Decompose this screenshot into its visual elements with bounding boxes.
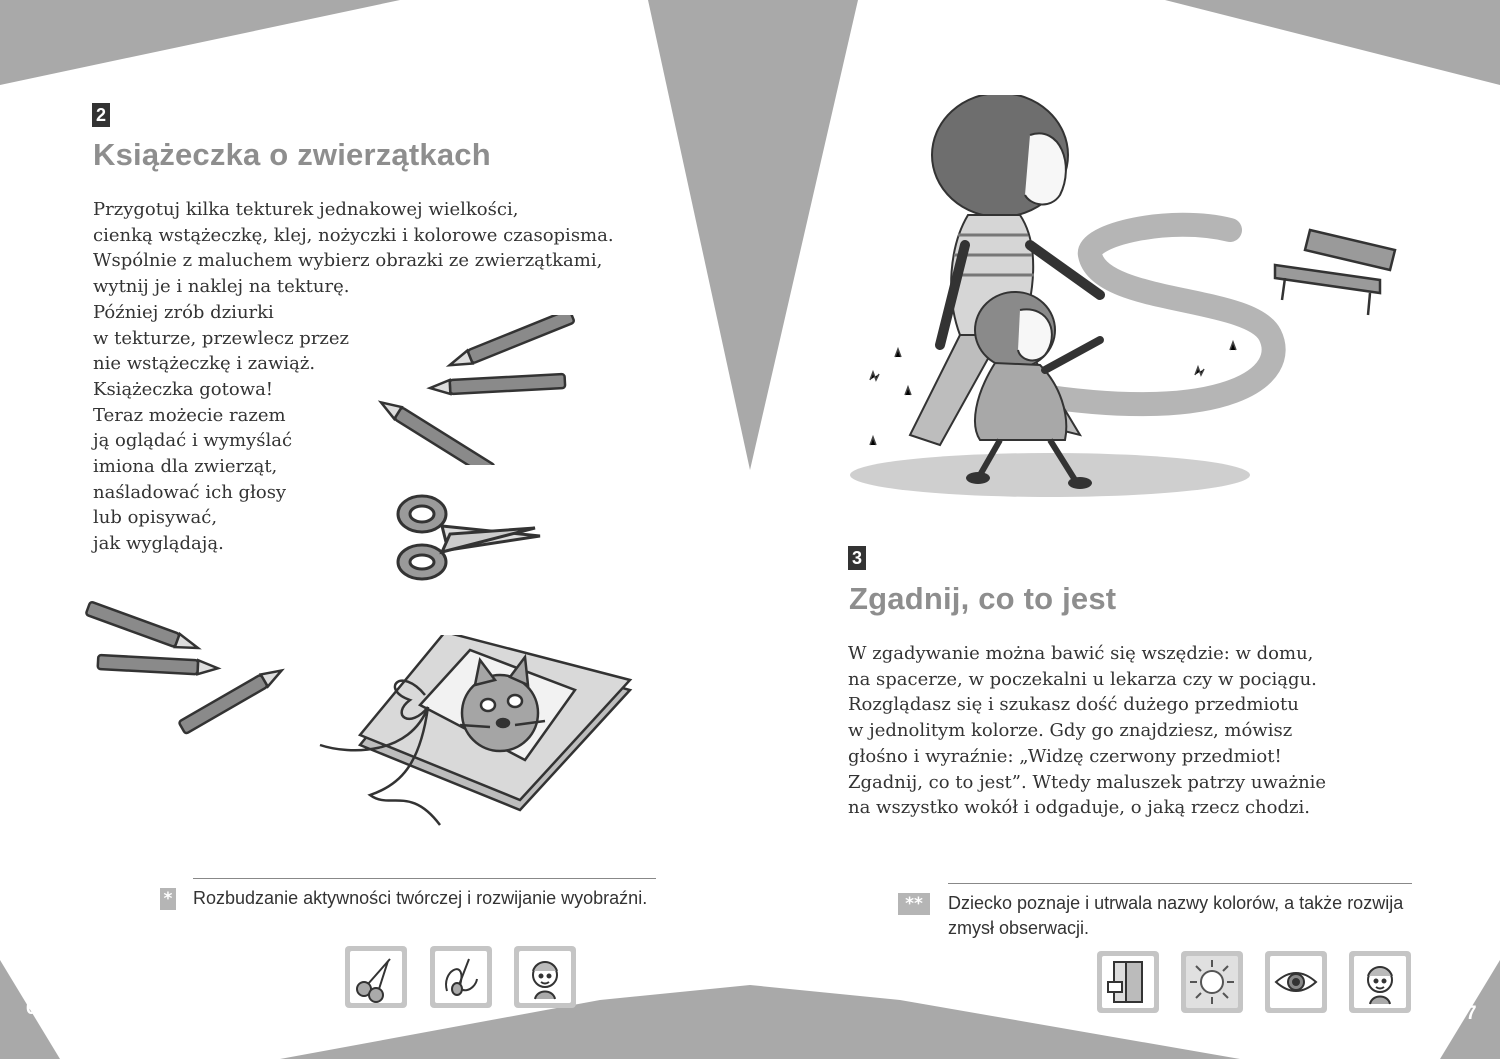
paragraph-line: wytnij je i naklej na tekturę. bbox=[93, 276, 350, 298]
walking-family-illustration bbox=[850, 95, 1410, 505]
section-title: Zgadnij, co to jest bbox=[849, 581, 1117, 616]
page-number: 7 bbox=[1466, 1003, 1477, 1024]
learning-goal-note bbox=[948, 891, 1403, 941]
cat-book-illustration bbox=[310, 635, 640, 835]
child-face-icon bbox=[519, 951, 571, 1003]
skill-icon-child bbox=[514, 946, 576, 1008]
skill-icon-eye bbox=[1265, 951, 1327, 1013]
paragraph-line: lub opisywać, bbox=[93, 507, 218, 529]
paragraph-line: Zgadnij, co to jest”. Wtedy maluszek patrzy uważnie bbox=[848, 771, 1327, 793]
pencils-illustration-2 bbox=[80, 590, 290, 740]
instructions-paragraph bbox=[848, 641, 1326, 821]
paragraph-line: Później zrób dziurki bbox=[93, 301, 274, 323]
paragraph-line: ją oglądać i wymyślać bbox=[93, 430, 293, 452]
paragraph-line: Przygotuj kilka tekturek jednakowej wielkości, bbox=[93, 199, 519, 220]
difficulty-badge: ** bbox=[898, 893, 930, 915]
page-number: 6 bbox=[26, 998, 37, 1019]
paragraph-line: nie wstążeczkę i zawiąż. bbox=[93, 353, 316, 375]
paragraph-line: Rozglądasz się i szukasz dość dużego przedmiotu bbox=[848, 694, 1299, 716]
section-number-badge: 3 bbox=[848, 546, 866, 570]
scissors-illustration bbox=[390, 488, 550, 588]
paragraph-line: Książeczka gotowa! bbox=[93, 378, 274, 400]
paragraph-line: Wspólnie z maluchem wybierz obrazki ze zwierzątkami, bbox=[93, 250, 603, 272]
learning-goal-note bbox=[193, 886, 647, 911]
paragraph-line: na spacerze, w poczekalni u lekarza czy w pociągu. bbox=[848, 668, 1317, 690]
note-line: Rozbudzanie aktywności twórczej i rozwijanie wyobraźni. bbox=[193, 888, 648, 908]
sun-icon bbox=[1186, 956, 1238, 1008]
paragraph-line: na wszystko wokół i odgaduje, o jaką rzecz chodzi. bbox=[848, 797, 1310, 819]
paragraph-line: w jednolitym kolorze. Gdy go znajdziesz, mówisz bbox=[848, 720, 1293, 742]
paintbrush-icon bbox=[435, 951, 487, 1003]
section-title: Książeczka o zwierzątkach bbox=[93, 137, 491, 172]
skill-icon-scissors bbox=[345, 946, 407, 1008]
note-line: Dziecko poznaje i utrwala nazwy kolorów, a także rozwija bbox=[948, 893, 1404, 913]
paragraph-line: imiona dla zwierząt, bbox=[93, 456, 278, 478]
door-icon bbox=[1102, 956, 1154, 1008]
paragraph-line: głośno i wyraźnie: „Widzę czerwony przedmiot! bbox=[848, 745, 1282, 767]
paragraph-line: w tekturze, przewlecz przez bbox=[93, 327, 350, 349]
note-line: zmysł obserwacji. bbox=[948, 918, 1090, 938]
paragraph-line: Teraz możecie razem bbox=[93, 404, 286, 426]
skill-icon-paint bbox=[430, 946, 492, 1008]
skill-icon-child bbox=[1349, 951, 1411, 1013]
paragraph-line: cienką wstążeczkę, klej, nożyczki i kolorowe czasopisma. bbox=[93, 224, 614, 246]
child-face-icon bbox=[1354, 956, 1406, 1008]
scissors-icon bbox=[350, 951, 402, 1003]
paragraph-line: naśladować ich głosy bbox=[93, 481, 287, 503]
eye-icon bbox=[1270, 956, 1322, 1008]
pencils-illustration bbox=[370, 315, 580, 465]
note-divider bbox=[193, 878, 656, 879]
section-number-badge: 2 bbox=[92, 103, 110, 127]
skill-icon-sun bbox=[1181, 951, 1243, 1013]
skill-icon-door bbox=[1097, 951, 1159, 1013]
paragraph-line: W zgadywanie można bawić się wszędzie: w domu, bbox=[848, 643, 1314, 664]
paragraph-line: jak wyglądają. bbox=[93, 533, 224, 555]
difficulty-badge: * bbox=[160, 888, 176, 910]
note-divider bbox=[948, 883, 1412, 884]
